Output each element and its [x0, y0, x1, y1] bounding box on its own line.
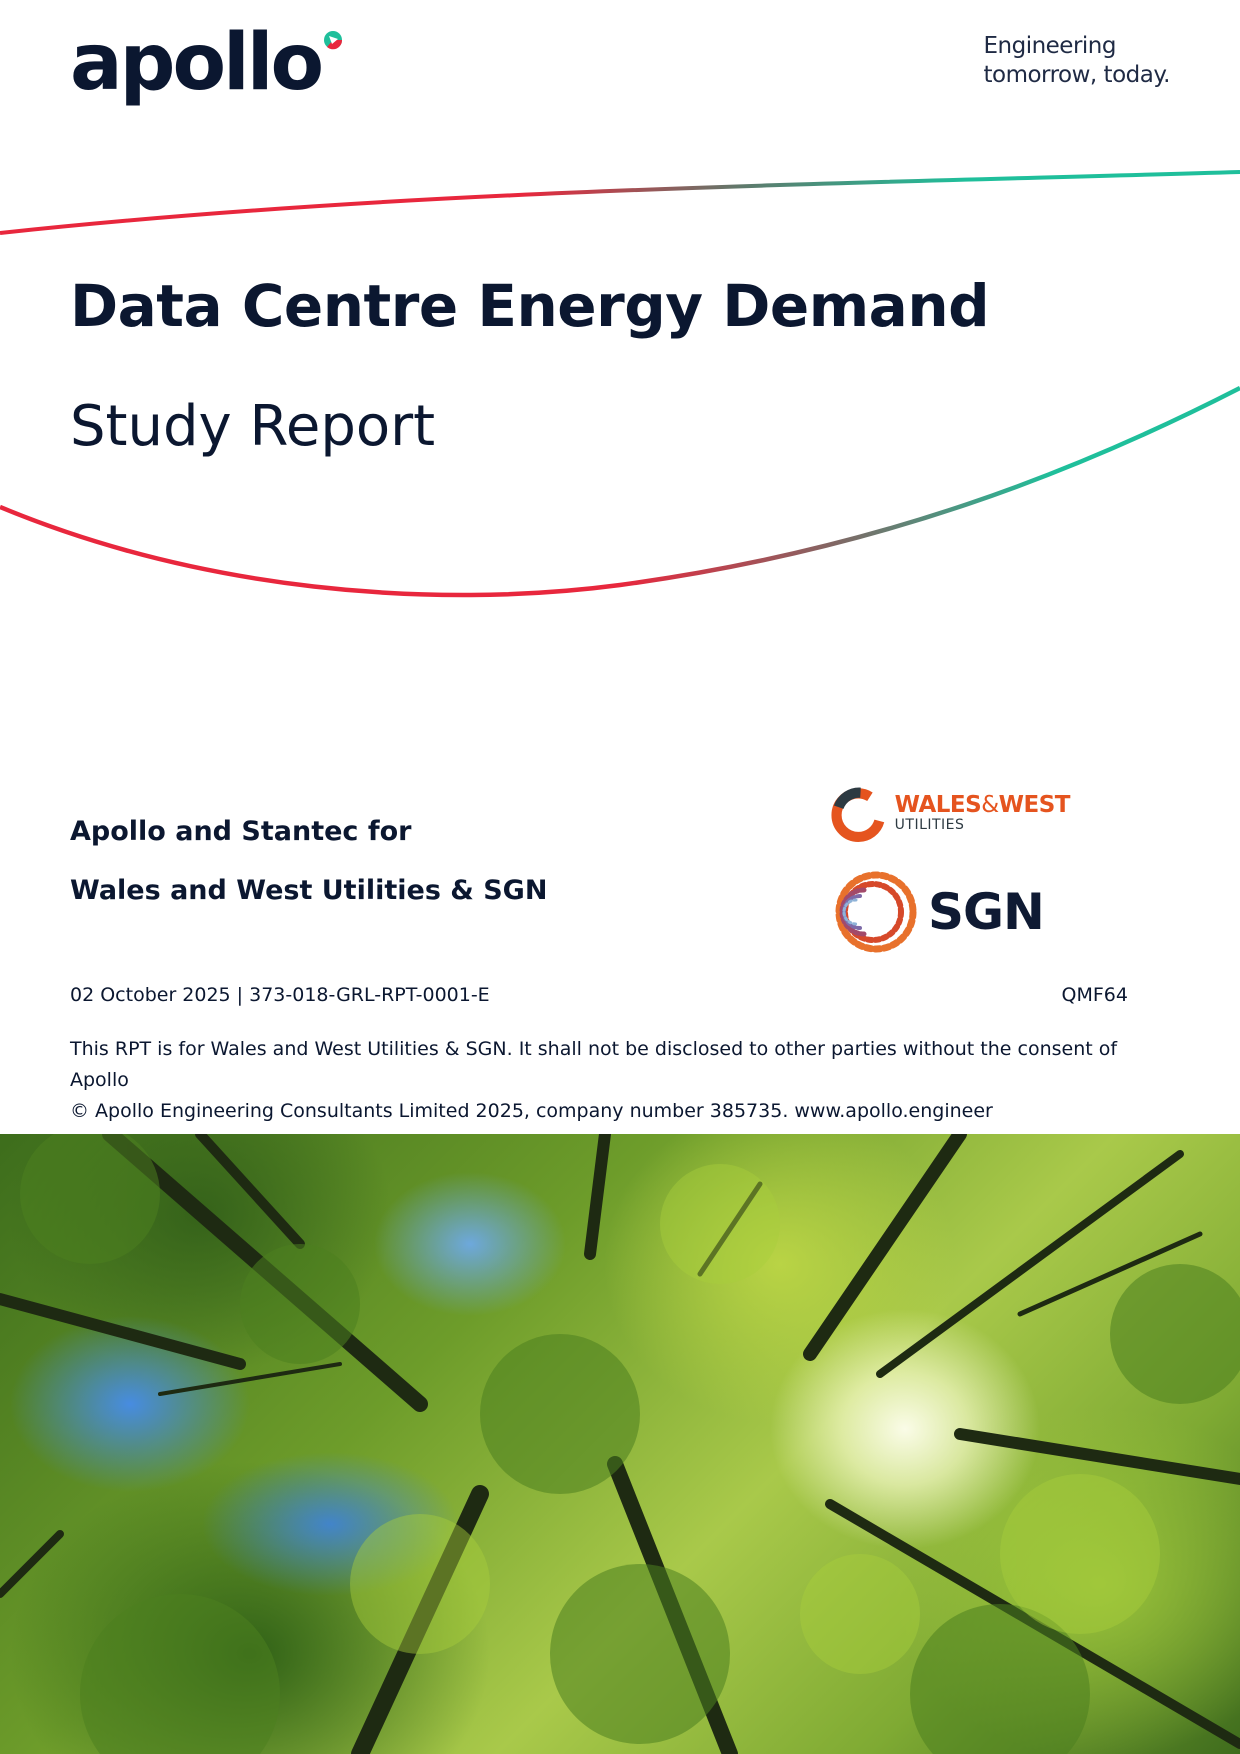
wwu-logo-sub-text: UTILITIES — [894, 817, 965, 833]
wwu-logo-main-text: WALES&WEST — [894, 792, 1070, 818]
copyright-notice: © Apollo Engineering Consultants Limited 2025, company number 385735. www.apollo.engineer — [70, 1100, 993, 1122]
apollo-logo — [70, 18, 343, 108]
apollo-logo-text: apollo — [70, 18, 322, 108]
tagline — [983, 32, 1170, 90]
apollo-logo-mark-icon — [323, 30, 343, 50]
form-code: QMF64 — [1061, 984, 1128, 1006]
tagline-line-2: tomorrow, today. — [983, 62, 1170, 88]
sgn-logo-text: SGN — [928, 883, 1044, 941]
prepared-by-line-1: Apollo and Stantec for — [70, 816, 412, 847]
confidentiality-notice: This RPT is for Wales and West Utilities & SGN. It shall not be disclosed to other parties without the consent of Apollo — [70, 1038, 1118, 1091]
sgn-dotted-rings-icon — [834, 870, 918, 954]
tree-branches-illustration — [0, 1134, 1240, 1754]
document-subtitle: Study Report — [70, 394, 436, 459]
tagline-line-1: Engineering — [983, 33, 1116, 59]
cover-photo-tree-canopy — [0, 1134, 1240, 1754]
prepared-by-line-2: Wales and West Utilities & SGN — [70, 875, 548, 906]
wwu-ring-icon — [830, 771, 887, 855]
wales-west-utilities-logo — [830, 768, 1070, 858]
document-meta-row — [70, 984, 1128, 1006]
date-and-reference: 02 October 2025 | 373-018-GRL-RPT-0001-E — [70, 984, 490, 1006]
sgn-logo — [834, 870, 1054, 954]
disclaimer-block — [70, 1034, 1180, 1127]
document-title: Data Centre Energy Demand — [70, 272, 990, 340]
